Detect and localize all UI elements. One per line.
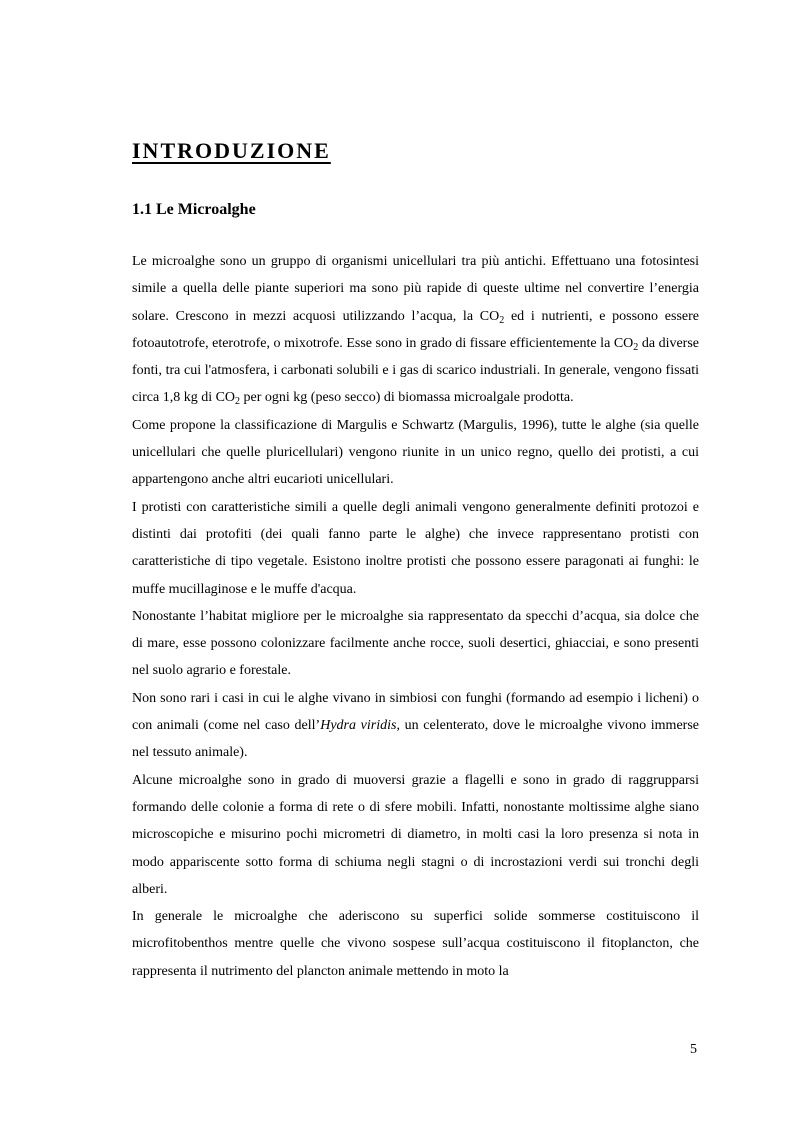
co2-subscript-1: 2 bbox=[499, 314, 505, 326]
paragraph-1-part-d: per ogni kg (peso secco) di biomassa microalgale prodotta. bbox=[240, 390, 574, 406]
paragraph-1-part-a: Le microalghe sono un gruppo di organismi unicellulari tra più antichi. Effettuano una fotosintesi simile a quella delle piante superiori ma sono più rapide di queste ultime nel convertire l’energia solare. Crescono in mezzi acquosi utilizzando l’acqua, la CO bbox=[132, 254, 699, 324]
paragraph-5 bbox=[132, 685, 699, 767]
body-text bbox=[132, 248, 699, 985]
paragraph-1 bbox=[132, 248, 699, 412]
paragraph-5-part-b: , un celenterato, dove le microalghe vivono immerse nel tessuto animale). bbox=[132, 718, 699, 761]
species-name: Hydra viridis bbox=[320, 718, 397, 734]
paragraph-6: Alcune microalghe sono in grado di muoversi grazie a flagelli e sono in grado di raggrupparsi formando delle colonie a forma di rete o di sfere mobili. Infatti, nonostante moltissime alghe siano microscopiche e misurino pochi micrometri di diametro, in molti casi la loro presenza si nota in modo appariscente sotto forma di schiuma negli stagni o di incrostazioni verdi sui tronchi degli alberi. bbox=[132, 772, 699, 897]
co2-subscript-2: 2 bbox=[633, 341, 639, 353]
paragraph-3: I protisti con caratteristiche simili a quelle degli animali vengono generalmente definiti protozoi e distinti dai protofiti (dei quali fanno parte le alghe) che invece rappresentano protisti con caratteristiche di tipo vegetale. Esistono inoltre protisti che possono essere paragonati ai funghi: le muffe mucillaginose e le muffe d'acqua. bbox=[132, 499, 699, 597]
page-number: 5 bbox=[690, 1042, 697, 1057]
paragraph-2: Come propone la classificazione di Margulis e Schwartz (Margulis, 1996), tutte le alghe (sia quelle unicellulari che quelle pluricellulari) vengono riunite in un unico regno, quello dei protisti, a cui appartengono anche altri eucarioti unicellulari. bbox=[132, 417, 699, 488]
co2-subscript-3: 2 bbox=[235, 396, 241, 408]
paragraph-4: Nonostante l’habitat migliore per le microalghe sia rappresentato da specchi d’acqua, sia dolce che di mare, esse possono colonizzare facilmente anche rocce, suoli desertici, ghiacciai, e sono presenti nel suolo agrario e forestale. bbox=[132, 608, 699, 679]
chapter-title: INTRODUZIONE bbox=[132, 138, 331, 163]
paragraph-7: In generale le microalghe che aderiscono su superfici solide sommerse costituiscono il microfitobenthos mentre quelle che vivono sospese sull’acqua costituiscono il fitoplancton, che rappresenta il nutrimento del plancton animale mettendo in moto la bbox=[132, 909, 699, 979]
section-title: 1.1 Le Microalghe bbox=[132, 201, 256, 218]
paragraph-5-part-a: Non sono rari i casi in cui le alghe vivano in simbiosi con funghi (formando ad esempio i licheni) o con animali (come nel caso dell’ bbox=[132, 690, 699, 734]
paragraph-1-part-b: ed i nutrienti, e possono essere fotoautotrofe, eterotrofe, o mixotrofe. Esse sono in grado di fissare efficientemente la CO bbox=[132, 308, 699, 351]
paragraph-1-part-c: da diverse fonti, tra cui l'atmosfera, i carbonati solubili e i gas di scarico industriali. In generale, vengono fissati circa 1,8 kg di CO bbox=[132, 335, 699, 406]
